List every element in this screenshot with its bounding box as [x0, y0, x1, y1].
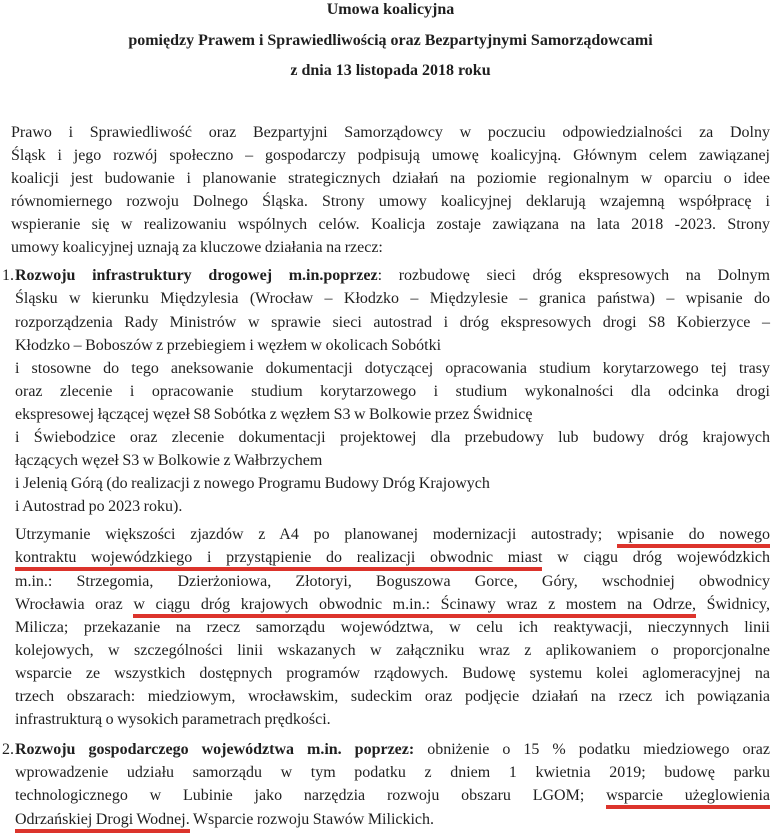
text-segment: i Świebodzice oraz zlecenie dokumentacji projektowej dla przebudowy lub budowy dróg krajowych — [15, 429, 770, 446]
document-subtitle: pomiędzy Prawem i Sprawiedliwością oraz Bezpartyjnymi Samorządowcami — [128, 31, 653, 49]
text-segment: m.in.: Strzegomia, Dzierżoniowa, Złotoryi, Boguszowa Gorce, Góry, wschodniej obwodnicy — [15, 572, 770, 590]
text-segment: technologicznego w Lubinie jako narzędzia rozwoju obszaru LGOM; — [15, 787, 607, 805]
document-title: Umowa koalicyjna — [326, 1, 455, 18]
list-item-paragraph — [15, 738, 770, 830]
text-line — [15, 708, 770, 731]
text-segment: łączących węzeł S3 w Bolkowie z Wałbrzychem — [15, 452, 323, 470]
text-line — [11, 213, 770, 236]
text-line — [15, 311, 770, 334]
list-item-paragraph — [15, 523, 770, 731]
red-underlined-text: Odrzańskiej Drogi Wodnej. — [15, 811, 190, 833]
intro-paragraph — [11, 121, 770, 260]
document-title-block — [11, 0, 770, 87]
red-underlined-text: w ciągu dróg krajowych obwodnic m.in.: Ścinawy wraz z mostem na Odrze, — [133, 596, 696, 618]
text-line — [15, 761, 770, 784]
text-line — [15, 357, 770, 380]
document-date: z dnia 13 listopada 2018 roku — [290, 62, 491, 80]
text-segment: obniżenie o 15 % podatku miedziowego oraz — [414, 741, 770, 759]
text-segment: i Autostrad po 2023 roku). — [15, 498, 183, 516]
text-segment: Utrzymanie większości zjazdów z A4 po planowanej modernizacji autostrady; — [15, 526, 617, 544]
list-item-2 — [2, 738, 771, 830]
text-line — [15, 495, 770, 518]
text-segment: wprowadzenie udziału samorządu w tym podatku z dniem 1 kwietnia 2019; budowę parku — [15, 764, 770, 782]
text-line — [11, 144, 770, 167]
text-line — [15, 546, 770, 569]
text-line — [15, 472, 770, 495]
list-item-number: 1. — [2, 267, 14, 285]
bold-heading-text: Rozwoju gospodarczego województwa m.in. poprzez: — [15, 741, 415, 759]
red-underlined-text: kontraktu wojewódzkiego i przystąpienie do realizacji obwodnic miast — [15, 549, 542, 571]
text-line — [15, 380, 770, 403]
text-line — [15, 616, 770, 639]
text-segment: Śląsk i jego rozwój społeczno – gospodarczy podpisują umowę koalicyjną. Głównym celem zawiązanej — [11, 146, 770, 164]
text-segment: Prawo i Sprawiedliwość oraz Bezpartyjni Samorządowcy w poczuciu odpowiedzialności za Dolny — [11, 123, 770, 141]
text-segment: koalicji jest budowanie i planowanie strategicznych działań na poziomie regionalnym w oparciu o idee — [11, 169, 770, 187]
list-item-paragraph — [15, 264, 770, 518]
text-line — [15, 264, 770, 287]
text-segment: rozporządzenia Rady Ministrów w sprawie sieci autostrad i dróg ekspresowych drogi S8 Kobierzyce – — [15, 313, 770, 331]
text-segment: wsparcie ze wszystkich dostępnych programów rządowych. Budowę systemu kolei aglomeracyjnej na — [15, 664, 770, 682]
text-line — [15, 738, 770, 761]
red-underlined-text: wsparcie użeglowienia — [606, 787, 770, 809]
text-line — [11, 167, 770, 190]
text-line — [15, 403, 770, 426]
text-line — [15, 426, 770, 449]
text-segment: wspieranie się w realizowaniu wspólnych celów. Koalicja zostaje zawiązana na lata 2018 -2023. Strony — [11, 216, 770, 234]
text-line — [15, 639, 770, 662]
text-segment: kolejowych, w szczególności linii wskazanych w załączniku wraz z aplikowaniem o proporcjonalne — [15, 641, 770, 659]
text-segment: ekspresowej łączącej węzeł S8 Sobótka z węzłem S3 w Bolkowie przez Świdnicę — [15, 405, 533, 423]
bold-heading-text: Rozwoju infrastruktury drogowej m.in.poprzez — [15, 267, 378, 285]
text-segment: trzech obszarach: miedziowym, wrocławskim, sudeckim oraz podjęcie działań na rzecz ich powiązania — [15, 688, 770, 706]
text-line — [15, 287, 770, 310]
list-item-1 — [2, 264, 771, 731]
text-line — [15, 334, 770, 357]
text-segment: Wrocławia oraz — [15, 595, 134, 613]
text-line — [15, 685, 770, 708]
text-line — [11, 190, 770, 213]
text-segment: Świdnicy, — [695, 595, 771, 613]
text-segment: infrastrukturą o wysokich parametrach prędkości. — [15, 711, 331, 729]
text-segment: : rozbudowę sieci dróg ekspresowych na Dolnym — [377, 267, 771, 285]
text-line — [15, 570, 770, 593]
text-line — [15, 523, 770, 546]
text-segment: Wsparcie rozwoju Stawów Milickich. — [189, 810, 435, 828]
text-line — [15, 662, 770, 685]
text-segment: Śląsku w kierunku Międzylesia (Wrocław – Kłodzko – Międzylesie – granica państwa) – wpisanie do — [15, 290, 770, 308]
text-segment: oraz zlecenie i opracowanie studium korytarzowego i studium wykonalności dla odcinka drogi — [15, 382, 770, 400]
text-line — [15, 593, 770, 616]
text-segment: w ciągu dróg wojewódzkich — [542, 549, 770, 567]
red-underlined-text: wpisanie do nowego — [617, 526, 770, 548]
text-segment: równomiernego rozwoju Dolnego Śląska. Strony umowy koalicyjnej deklarują wzajemną współpracę i — [11, 193, 770, 211]
text-segment: i Jelenią Górą (do realizacji z nowego Programu Budowy Dróg Krajowych — [15, 475, 490, 493]
list-item-number: 2. — [2, 741, 14, 759]
numbered-list — [2, 264, 771, 830]
text-segment: umowy koalicyjnej uznają za kluczowe działania na rzecz: — [11, 239, 383, 257]
text-line — [11, 121, 770, 144]
text-line — [15, 449, 770, 472]
text-segment: i stosowne do tego aneksowanie dokumentacji dotyczącej opracowania studium korytarzowego tej trasy — [15, 359, 770, 377]
text-line — [15, 784, 770, 807]
text-segment: Milicza; przekazanie na rzecz samorządu województwa, w celu ich reaktywacji, nieczynnych linii — [15, 618, 770, 636]
text-segment: Kłodzko – Boboszów z przebiegiem i węzłem w okolicach Sobótki — [15, 336, 442, 354]
text-line — [15, 808, 770, 831]
text-line — [11, 236, 770, 259]
